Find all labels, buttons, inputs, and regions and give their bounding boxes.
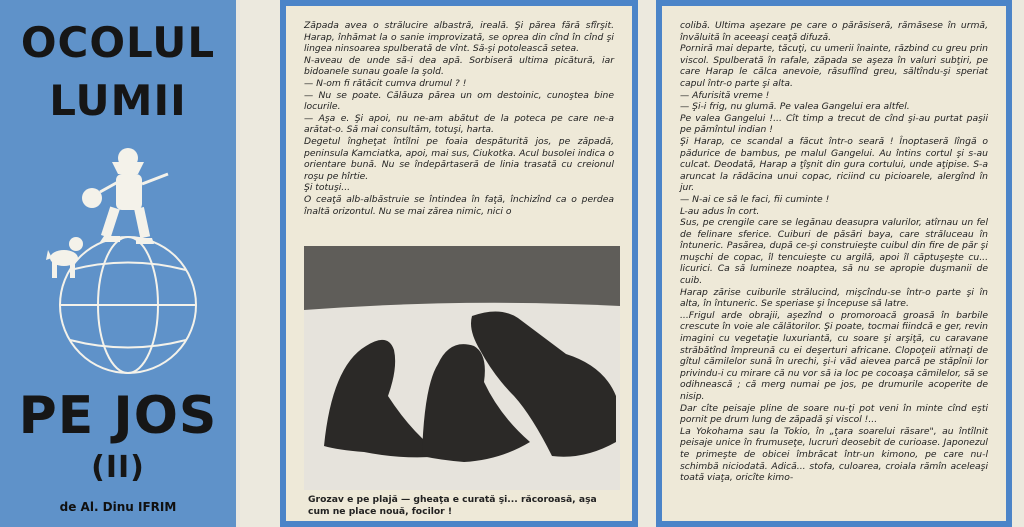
globe-walker-illustration (40, 140, 220, 380)
dog-figure (46, 237, 83, 278)
text-page-1 (280, 0, 638, 527)
fold-strip-left (240, 0, 280, 527)
cover-title-line3: PE JOS (18, 386, 218, 446)
fold-strip-middle (638, 0, 656, 527)
text-page-2 (656, 0, 1012, 527)
cover-author: de Al. Dinu IFRIM (59, 500, 177, 514)
page2-body-text: colibă. Ultima aşezare pe care o părăsiseră, rămăsese în urmă, învăluită în aceeaşi ceaţă difuză. Porniră mai departe, tăcuţi, cu umerii înainte, răzbind cu greu prin viscol. Spulberată în rafale, zăpada se aşeza în valuri subţiri, pe care Harap le călca anevoie, răsuflînd greu, săltîndu-şi speriat capul într-o parte şi alta. — Afurisită vreme ! — Şi-i frig, nu glumă. Pe valea Gangelui era altfel. Pe valea Gangelui !... Cît timp a trecut de cînd şi-au purtat paşii pe pămîntul indian ! Şi Harap, ce scandal a făcut într-o seară ! Înoptaseră lîngă o pădurice de bambus, pe malul Gangelui. Au întins cortul şi s-au culcat. Deodată, Harap a ţîşnit din gura cortului, unde aţipise. S-a aruncat la rădăcina unui copac, riciind cu picioarele, alergînd în jur. — N-ai ce să le faci, fii cuminte ! L-au adus în cort. Sus, pe crengile care se legănau deasupra valurilor, atîrnau un fel de felinare sferice. Cuiburi de păsări baya, care străluceau în întuneric. Pasărea, după ce-şi construieşte cuibul din fire de păr şi muşchi de copac, îl tencuieşte cu argilă, apoi îl căptuşeşte cu... licurici. Ca să lumineze noaptea, să nu se apropie duşmanii de cuib. Harap zărise cuiburile strălucind, mişcîndu-se într-o parte şi în alta, în întuneric. Se speriase şi începuse să latre. ...Frigul arde obrajii, aşezînd o promoroacă groasă în barbile crescute în voie ale călătorilor. Şi poate, tocmai fiindcă e ger, revin imagini cu vegetaţie luxuriantă, cu soare şi arşiţă, cu caravane străbătînd împreună cu ei deşerturi africane. Clopoţeii atîrnaţi de gîtul cămilelor sună în urechi, şi-i văd aievea parcă pe stăpînii lor privindu-i cu mirare că nu vor să ia loc pe cocoaşa cămilelor, să se odihnească ; că merg numai pe jos, pe drumurile acoperite de nisip. Dar cîte peisaje pline de soare nu-ţi pot veni în minte cînd eşti pornit pe drum lung de zăpadă şi viscol !... La Yokohama sau la Tokio, în „ţara soarelui răsare", au întîlnit peisaje unice în frumuseţe, lucruri deosebit de curioase. Japonezul te primeşte de obicei îmbrăcat într-un kimono, pe care nu-l schimbă niciodată. Adică... stofa, culoarea, croiala rămîn aceleaşi toată viaţa, oricîte kimo- (680, 20, 988, 484)
cover-part-number: (II) (91, 450, 145, 485)
photo-caption: Grozav e pe plajă — gheaţa e curată şi... răcoroasă, aşa cum ne place nouă, focilor ! (308, 494, 597, 517)
globe-icon (60, 237, 196, 373)
seal-photo (304, 246, 620, 490)
bundle-icon (82, 182, 118, 208)
cover-panel (0, 0, 240, 527)
page1-body-text: Zăpada avea o strălucire albastră, ireală. Şi părea fără sfîrşit. Harap, înhămat la o sanie improvizată, se oprea din cînd în cînd şi lingea ninsoarea spulberată de vînt. Să-şi potolească setea. N-aveau de unde să-i dea apă. Sorbiseră ultima picătură, iar bidoanele sunau goale la şold. — N-om fi rătăcit cumva drumul ? ! — Nu se poate. Călăuza părea un om destoinic, cunoştea bine locurile. — Aşa e. Şi apoi, nu ne-am abătut de la poteca pe care ne-a arătat-o. Să mai consultăm, totuşi, harta. Degetul îngheţat întîlni pe foaia despăturită jos, pe zăpadă, peninsula Kamciatka, apoi, mai sus, Ciukotka. Acul busolei indica o orientare bună. Nu se îndepărtaseră de linia trasată cu creionul roşu pe hîrtie. Şi totuşi... O ceaţă alb-albăstruie se întindea în faţă, închizînd ca o perdea înaltă orizontul. Nu se mai zărea nimic, nici o (304, 20, 614, 217)
fold-strip-right (1012, 0, 1024, 527)
hiker-figure (100, 148, 168, 244)
cover-title-line1: OCOLUL (20, 18, 216, 67)
cover-title-line2: LUMII (49, 76, 187, 125)
